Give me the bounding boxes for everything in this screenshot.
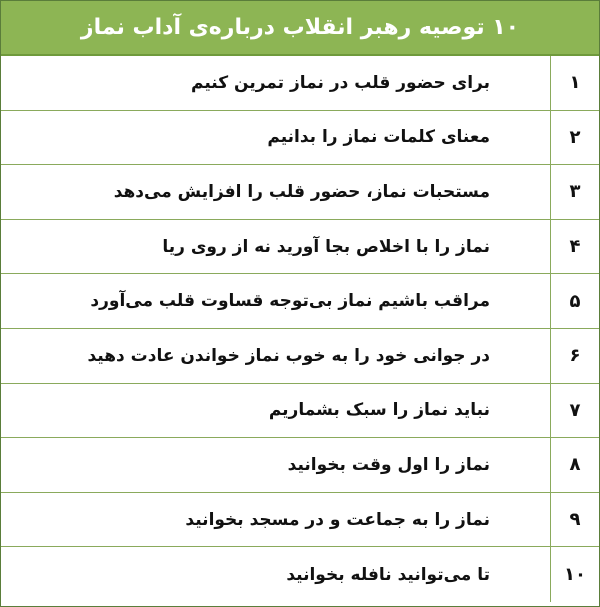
row-text: نماز را با اخلاص بجا آورید نه از روی ریا bbox=[162, 236, 490, 257]
table-row bbox=[1, 493, 599, 548]
row-number: ۶ bbox=[550, 329, 599, 383]
row-text: معنای کلمات نماز را بدانیم bbox=[267, 127, 490, 148]
row-number: ۱ bbox=[550, 56, 599, 110]
row-text: مستحبات نماز، حضور قلب را افزایش می‌دهد bbox=[113, 181, 490, 202]
row-number: ۱۰ bbox=[550, 547, 599, 602]
table-row bbox=[1, 165, 599, 220]
table-row bbox=[1, 111, 599, 166]
row-number: ۷ bbox=[550, 384, 599, 438]
row-number: ۲ bbox=[550, 111, 599, 165]
row-number: ۴ bbox=[550, 220, 599, 274]
row-text: برای حضور قلب در نماز تمرین کنیم bbox=[191, 72, 490, 93]
row-text: تا می‌توانید نافله بخوانید bbox=[286, 564, 490, 585]
row-number: ۵ bbox=[550, 274, 599, 328]
table-row bbox=[1, 329, 599, 384]
table-body bbox=[1, 56, 599, 602]
row-text: مراقب باشیم نماز بی‌توجه قساوت قلب می‌آورد bbox=[90, 291, 490, 312]
table-row bbox=[1, 438, 599, 493]
table-row bbox=[1, 220, 599, 275]
row-text: نماز را به جماعت و در مسجد بخوانید bbox=[185, 509, 490, 530]
table-row bbox=[1, 384, 599, 439]
table-title: ۱۰ توصیه رهبر انقلاب درباره‌ی آداب نماز bbox=[1, 1, 599, 56]
table-row bbox=[1, 56, 599, 111]
row-text: در جوانی خود را به خوب نماز خواندن عادت دهید bbox=[87, 345, 490, 366]
row-number: ۹ bbox=[550, 493, 599, 547]
row-number: ۳ bbox=[550, 165, 599, 219]
row-text: نباید نماز را سبک بشماریم bbox=[268, 400, 490, 421]
table-row bbox=[1, 547, 599, 602]
row-number: ۸ bbox=[550, 438, 599, 492]
table-row bbox=[1, 274, 599, 329]
row-text: نماز را اول وقت بخوانید bbox=[287, 454, 490, 475]
